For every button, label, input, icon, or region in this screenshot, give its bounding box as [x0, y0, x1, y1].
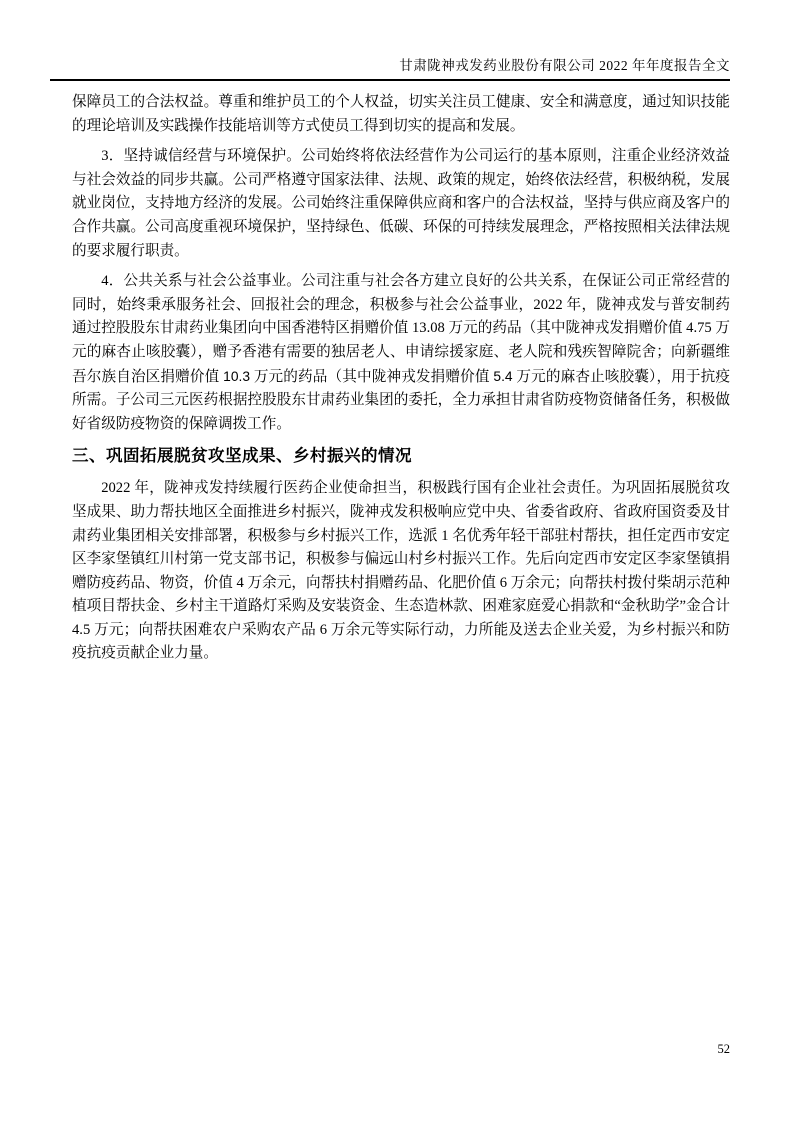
section-heading: 三、巩固拓展脱贫攻坚成果、乡村振兴的情况 — [72, 447, 412, 466]
paragraph-integrity-environment: 3．坚持诚信经营与环境保护。公司始终将依法经营作为公司运行的基本原则，注重企业经济效益与社会效益的同步共赢。公司严格遵守国家法律、法规、政策的规定，始终依法经营，积极纳税，发展就业岗位，支持地方经济的发展。公司始终注重保障供应商和客户的合法权益，坚持与供应商及客户的合作共赢。公司高度重视环境保护，坚持绿色、低碳、环保的可持续发展理念，严格按照相关法律法规的要求履行职责。 — [72, 148, 730, 259]
page-number: 52 — [717, 1042, 730, 1056]
paragraph-public-welfare: 4．公共关系与社会公益事业。公司注重与社会各方建立良好的公共关系，在保证公司正常经营的同时，始终秉承服务社会、回报社会的理念，积极参与社会公益事业，2022 年，陇神戎发与普安制药通过控股股东甘肃药业集团向中国香港特区捐赠价值 13.08 万元的药品（其中陇神戎发捐赠价值 4.75 万元的麻杏止咳胶囊），赠予香港有需要的独居老人、申请综援家庭、老人院和残疾智障院舍；向新疆维吾尔族自治区捐赠价值 10.3 万元的药品（其中陇神戎发捐赠价值 5.4 万元的麻杏止咳胶囊），用于抗疫所需。子公司三元医药根据控股股东甘肃药业集团的委托，全力承担甘肃省防疫物资储备任务，积极做好省级防疫物资的保障调拨工作。 — [72, 273, 730, 432]
header-title: 甘肃陇神戎发药业股份有限公司 2022 年年度报告全文 — [399, 58, 730, 73]
page-content — [72, 81, 730, 666]
paragraph-rural-revitalization: 2022 年，陇神戎发持续履行医药企业使命担当，积极践行国有企业社会责任。为巩固拓展脱贫攻坚成果、助力帮扶地区全面推进乡村振兴，陇神戎发积极响应党中央、省委省政府、省政府国资委及甘肃药业集团相关安排部署，积极参与乡村振兴工作，选派 1 名优秀年轻干部驻村帮扶，担任定西市安定区李家堡镇红川村第一党支部书记，积极参与偏远山村乡村振兴工作。先后向定西市安定区李家堡镇捐赠防疫药品、物资，价值 4 万余元，向帮扶村捐赠药品、化肥价值 6 万余元；向帮扶村拨付柴胡示范种植项目帮扶金、乡村主干道路灯采购及安装资金、生态造林款、困难家庭爱心捐款和“金秋助学”金合计 4.5 万元；向帮扶困难农户采购农产品 6 万余元等实际行动，力所能及送去企业关爱，为乡村振兴和防疫抗疫贡献企业力量。 — [72, 480, 730, 662]
page-header — [50, 0, 730, 81]
paragraph-employee-rights: 保障员工的合法权益。尊重和维护员工的个人权益，切实关注员工健康、安全和满意度，通过知识技能的理论培训及实践操作技能培训等方式使员工得到切实的提高和发展。 — [72, 94, 730, 134]
